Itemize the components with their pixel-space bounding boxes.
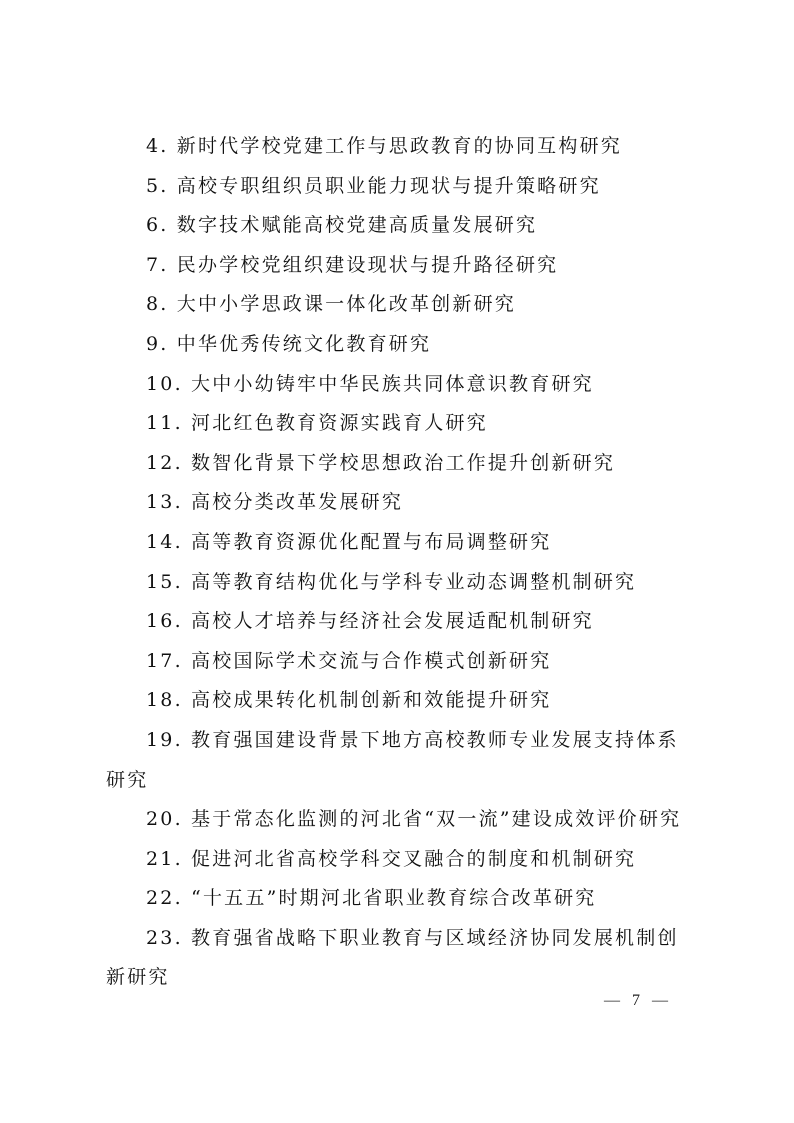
list-item: 15. 高等教育结构优化与学科专业动态调整机制研究 [146, 570, 637, 593]
list-item: 4. 新时代学校党建工作与思政教育的协同互构研究 [146, 135, 622, 157]
list-item: 5. 高校专职组织员职业能力现状与提升策略研究 [146, 174, 601, 197]
research-topic-list [106, 127, 696, 998]
list-item: 20. 基于常态化监测的河北省“双一流”建设成效评价研究 [146, 808, 682, 831]
list-item: 14. 高等教育资源优化配置与布局调整研究 [146, 530, 552, 553]
list-item: 18. 高校成果转化机制创新和效能提升研究 [146, 689, 552, 712]
list-item: 19. 教育强国建设背景下地方高校教师专业发展支持体系研究 [106, 728, 679, 791]
list-item: 23. 教育强省战略下职业教育与区域经济协同发展机制创新研究 [106, 926, 679, 989]
list-item: 17. 高校国际学术交流与合作模式创新研究 [146, 649, 552, 672]
list-item: 12. 数智化背景下学校思想政治工作提升创新研究 [146, 451, 616, 474]
list-item: 8. 大中小学思政课一体化改革创新研究 [146, 293, 516, 316]
list-item: 21. 促进河北省高校学科交叉融合的制度和机制研究 [146, 847, 637, 870]
list-item: 13. 高校分类改革发展研究 [146, 491, 404, 514]
list-item: 6. 数字技术赋能高校党建高质量发展研究 [146, 214, 538, 237]
list-item: 16. 高校人才培养与经济社会发展适配机制研究 [146, 610, 594, 633]
page-number: — 7 — [604, 992, 672, 1009]
list-item: 9. 中华优秀传统文化教育研究 [146, 332, 432, 355]
list-item: 11. 河北红色教育资源实践育人研究 [146, 412, 488, 435]
list-item: 7. 民办学校党组织建设现状与提升路径研究 [146, 253, 559, 276]
list-item: 10. 大中小幼铸牢中华民族共同体意识教育研究 [146, 372, 594, 395]
list-item: 22. “十五五”时期河北省职业教育综合改革研究 [146, 887, 597, 910]
